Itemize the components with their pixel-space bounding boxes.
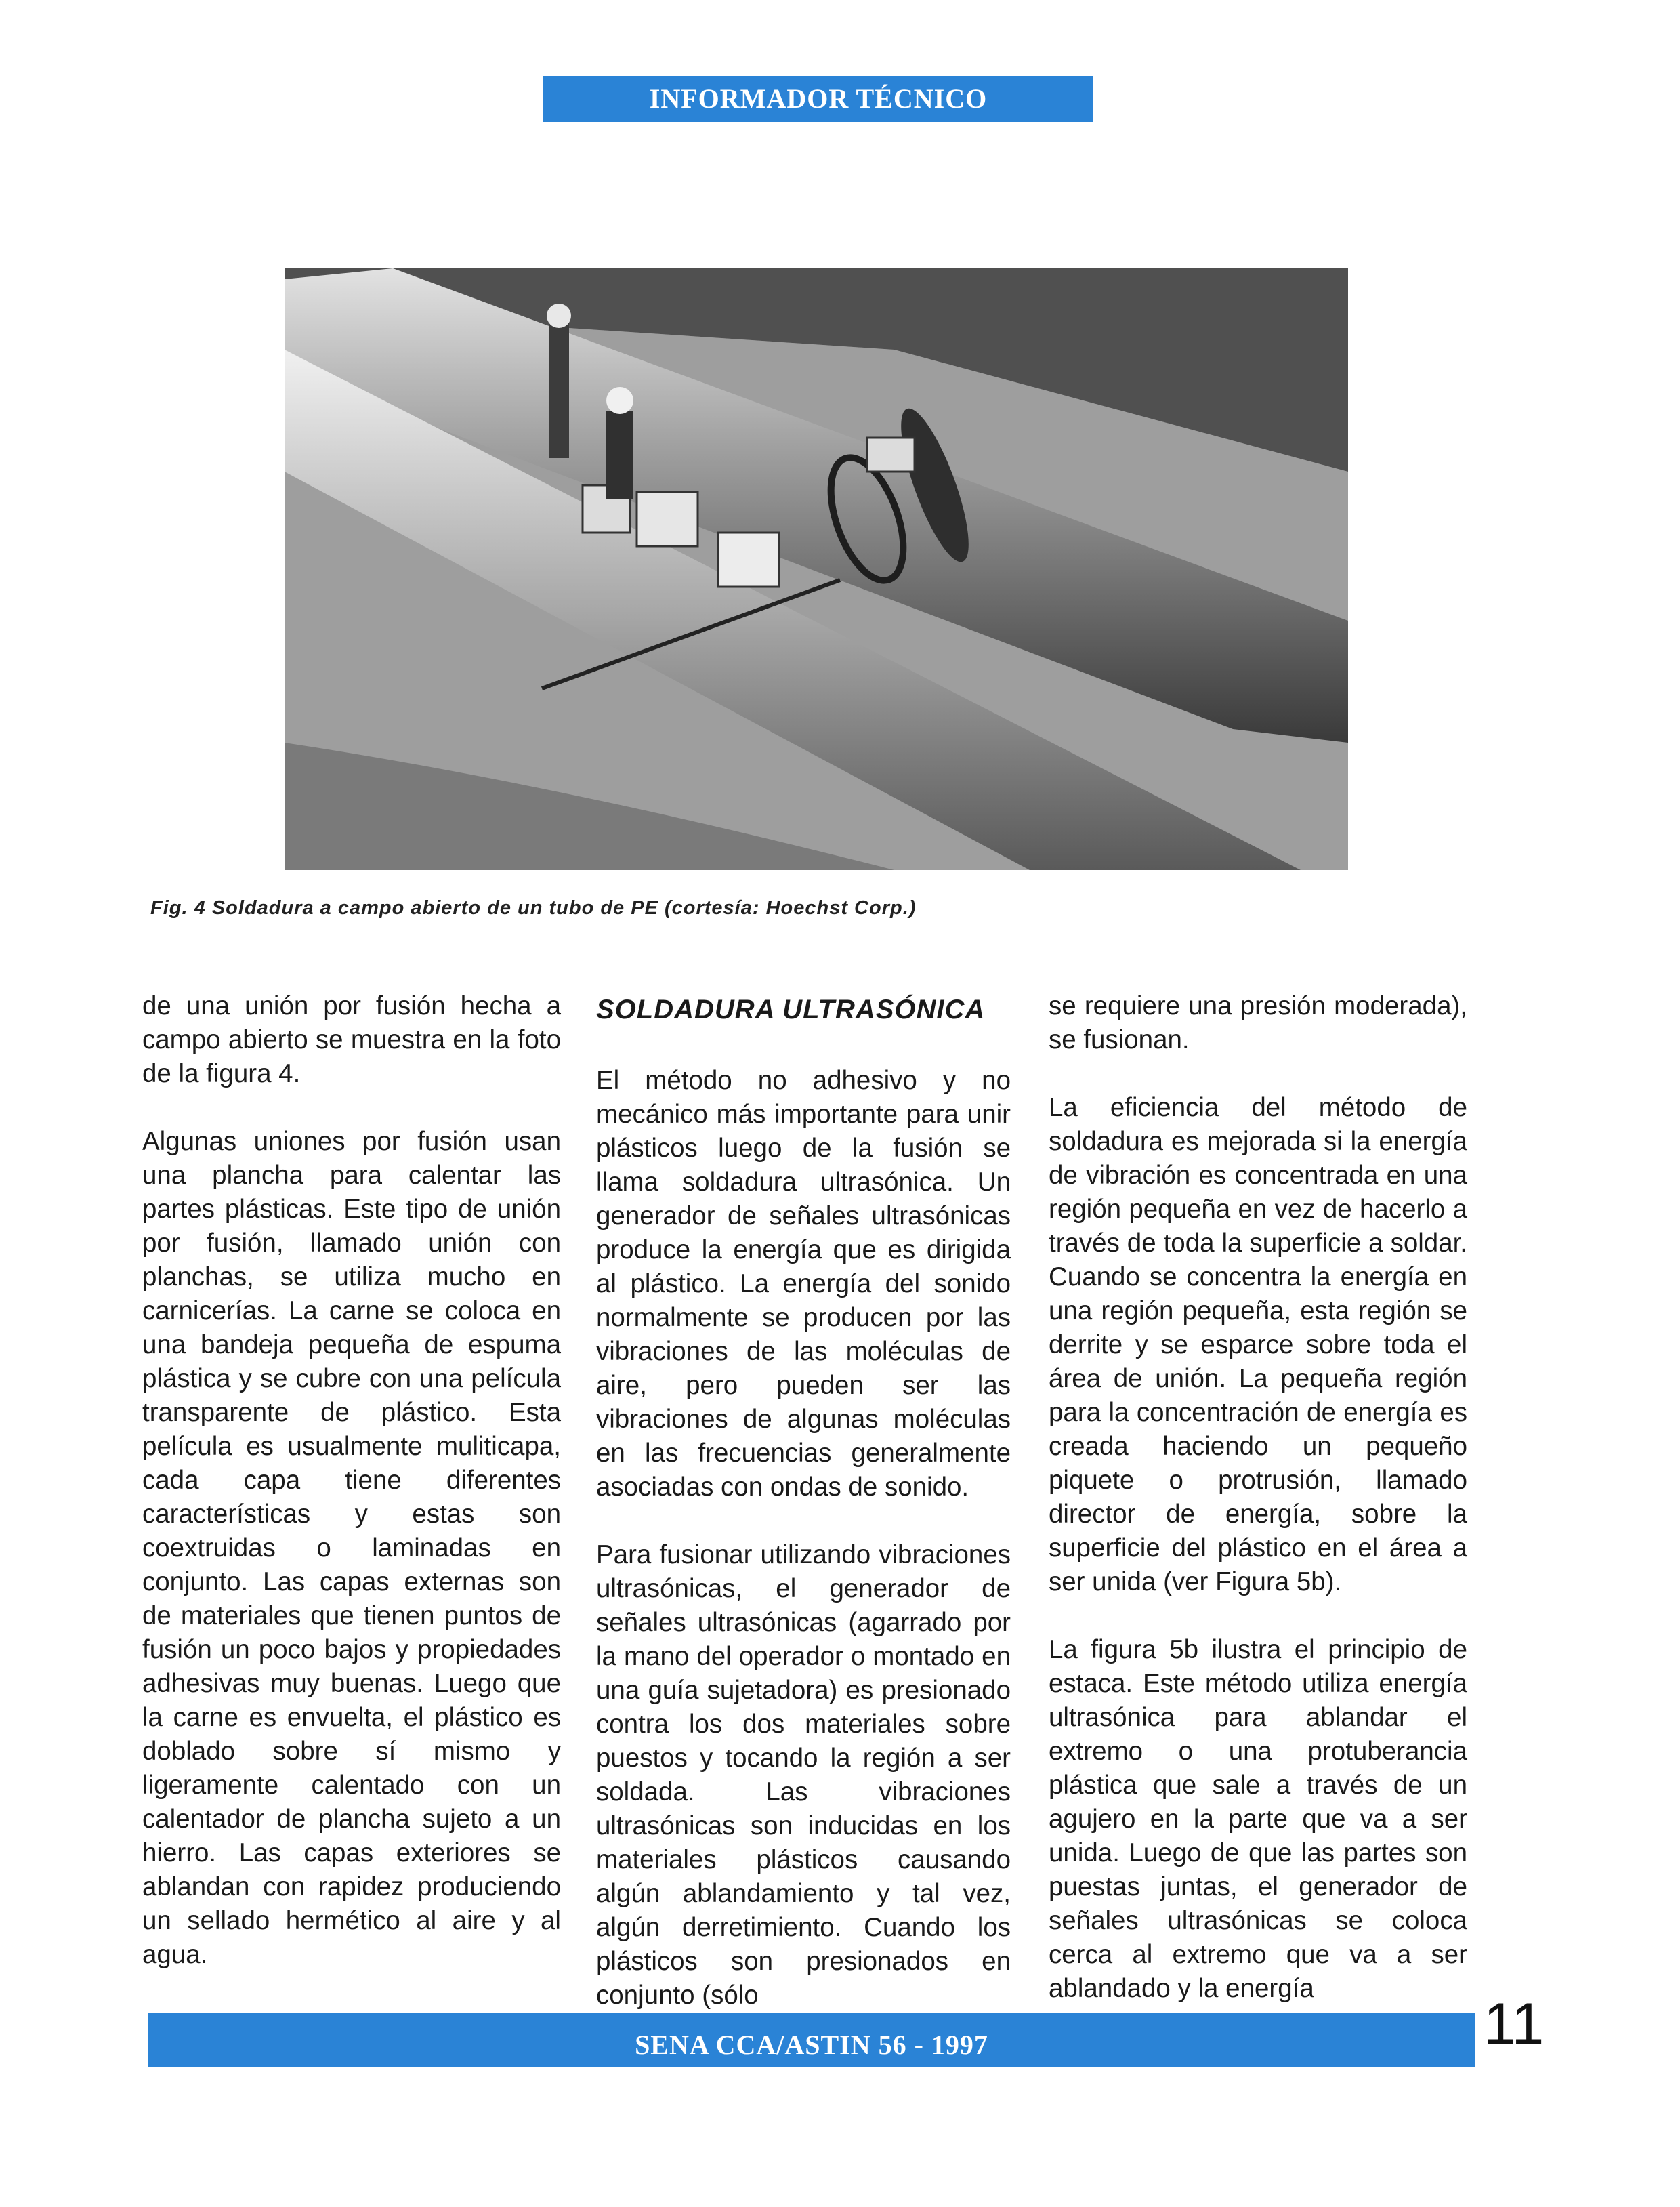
page-number: 11 [1484, 1992, 1545, 2057]
paragraph: de una unión por fusión hecha a campo abierto se muestra en la foto de la figura 4. [142, 991, 561, 1088]
text-column-2 [596, 989, 1011, 2046]
header-banner: INFORMADOR TÉCNICO [543, 76, 1093, 122]
section-title: SOLDADURA ULTRASÓNICA [596, 995, 986, 1025]
footer-banner: SENA CCA/ASTIN 56 - 1997 [148, 2013, 1475, 2067]
paragraph: Algunas uniones por fusión usan una plancha para calentar las partes plásticas. Este tipo de unión por fusión, llamado unión con planchas, se utiliza mucho en carnicerías. La carne se coloca en una bandeja pequeña de espuma plástica y se cubre con una película transparente de plástico. Esta película es usualmente muliticapa, cada capa tiene diferentes características y estas son coextruidas o laminadas en conjunto. Las capas externas son de materiales que tienen puntos de fusión un poco bajos y propiedades adhesivas muy buenas. Luego que la carne es envuelta, el plástico es doblado sobre sí mismo y ligeramente calentado con un calentador de plancha sujeto a un hierro. Las capas exteriores se ablandan con rapidez produciendo un sellado hermético al aire y al agua. [142, 1127, 561, 1969]
paragraph: La eficiencia del método de soldadura es mejorada si la energía de vibración es concentrada en una región pequeña en vez de hacerlo a través de toda la superficie a soldar. Cuando se concentra la energía en una región pequeña, esta región se derrite y se esparce sobre toda el área de unión. La pequeña región para la concentración de energía es creada haciendo un pequeño piquete o protrusión, llamado director de energía, sobre la superficie del plástico en el área a ser unida (ver Figura 5b). [1049, 1093, 1467, 1596]
pipeline-welding-photo [285, 268, 1348, 870]
paragraph: El método no adhesivo y no mecánico más importante para unir plásticos luego de la fusión se llama soldadura ultrasónica. Un generador de señales ultrasónicas produce la energía que es dirigida al plástico. La energía del sonido normalmente se producen por las vibraciones de las moléculas de aire, pero pueden ser las vibraciones de algunas moléculas en las frecuencias generalmente asociadas con ondas de sonido. [596, 1066, 1011, 1502]
figure-caption: Fig. 4 Soldadura a campo abierto de un tubo de PE (cortesía: Hoechst Corp.) [150, 897, 917, 919]
paragraph: Para fusionar utilizando vibraciones ultrasónicas, el generador de señales ultrasónicas (agarrado por la mano del operador o montado en una guía sujetadora) es presionado contra los dos materiales sobre puestos y tocando la región a ser soldada. Las vibraciones ultrasónicas son inducidas en los materiales plásticos causando algún ablandamiento y tal vez, algún derretimiento. Cuando los plásticos son presionados en conjunto (sólo [596, 1540, 1011, 2010]
text-column-1 [142, 989, 561, 2006]
text-column-3 [1049, 989, 1467, 2040]
paragraph: se requiere una presión moderada), se fusionan. [1049, 991, 1467, 1054]
paragraph: La figura 5b ilustra el principio de estaca. Este método utiliza energía ultrasónica para ablandar el extremo o una protuberancia plástica que sale a través de un agujero en la parte que va a ser unida. Luego de que las partes son puestas juntas, el generador de señales ultrasónicas se coloca cerca al extremo que va a ser ablandado y la energía [1049, 1635, 1467, 2003]
